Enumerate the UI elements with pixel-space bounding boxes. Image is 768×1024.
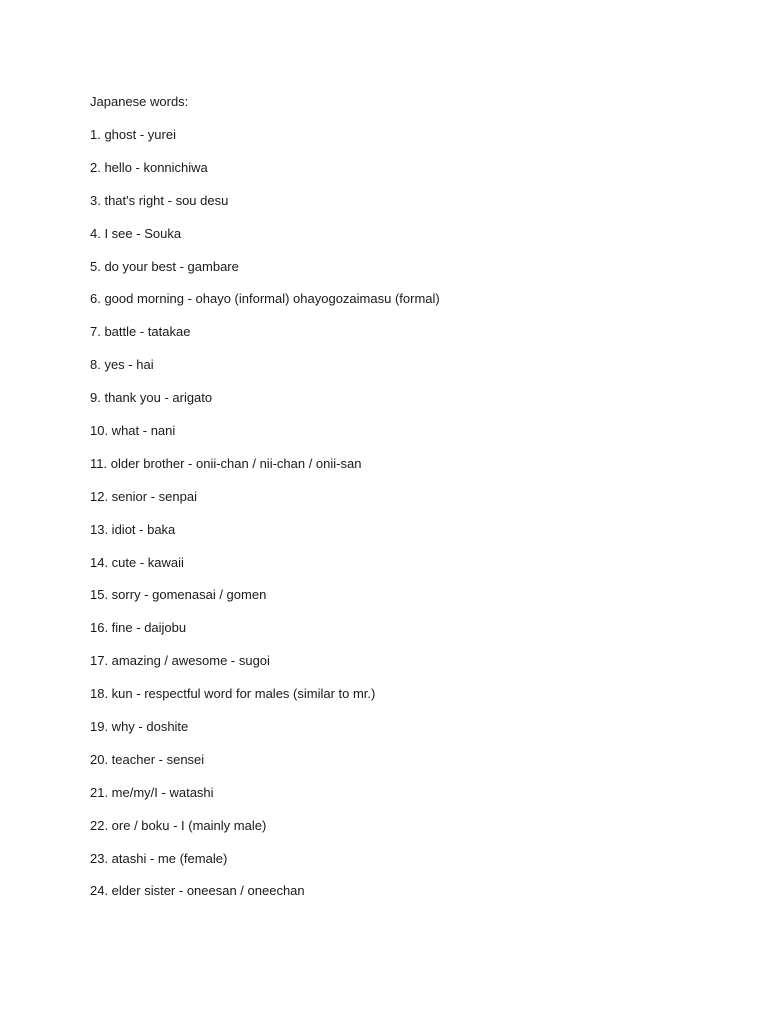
list-item: 19. why - doshite — [90, 719, 189, 735]
list-item: 13. idiot - baka — [90, 521, 176, 537]
list-item: 22. ore / boku - I (mainly male) — [90, 817, 267, 833]
list-item: 4. I see - Souka — [90, 225, 182, 241]
list-item: 16. fine - daijobu — [90, 620, 187, 636]
list-item: 18. kun - respectful word for males (similar to mr.) — [90, 686, 376, 702]
list-item: 12. senior - senpai — [90, 488, 197, 504]
list-item: 1. ghost - yurei — [90, 127, 176, 142]
list-item: 17. amazing / awesome - sugoi — [90, 653, 270, 669]
list-item: 7. battle - tatakae — [90, 324, 191, 340]
list-item: 3. that's right - sou desu — [90, 192, 229, 208]
list-item: 5. do your best - gambare — [90, 258, 239, 274]
list-item: 8. yes - hai — [90, 357, 154, 373]
list-item: 11. older brother - onii-chan / nii-chan / onii-san — [90, 455, 362, 471]
list-item: 2. hello - konnichiwa — [90, 159, 208, 175]
list-item: 14. cute - kawaii — [90, 554, 184, 570]
list-item: 23. atashi - me (female) — [90, 850, 228, 866]
list-item: 15. sorry - gomenasai / gomen — [90, 587, 267, 603]
list-item: 6. good morning - ohayo (informal) ohayogozaimasu (formal) — [90, 291, 440, 307]
list-item: 9. thank you - arigato — [90, 390, 213, 406]
list-item: 24. elder sister - oneesan / oneechan — [90, 883, 305, 899]
word-list — [90, 126, 440, 915]
list-item: 21. me/my/I - watashi — [90, 784, 214, 800]
document-title: Japanese words: — [90, 94, 189, 109]
list-item: 10. what - nani — [90, 423, 176, 439]
list-item: 20. teacher - sensei — [90, 751, 205, 767]
